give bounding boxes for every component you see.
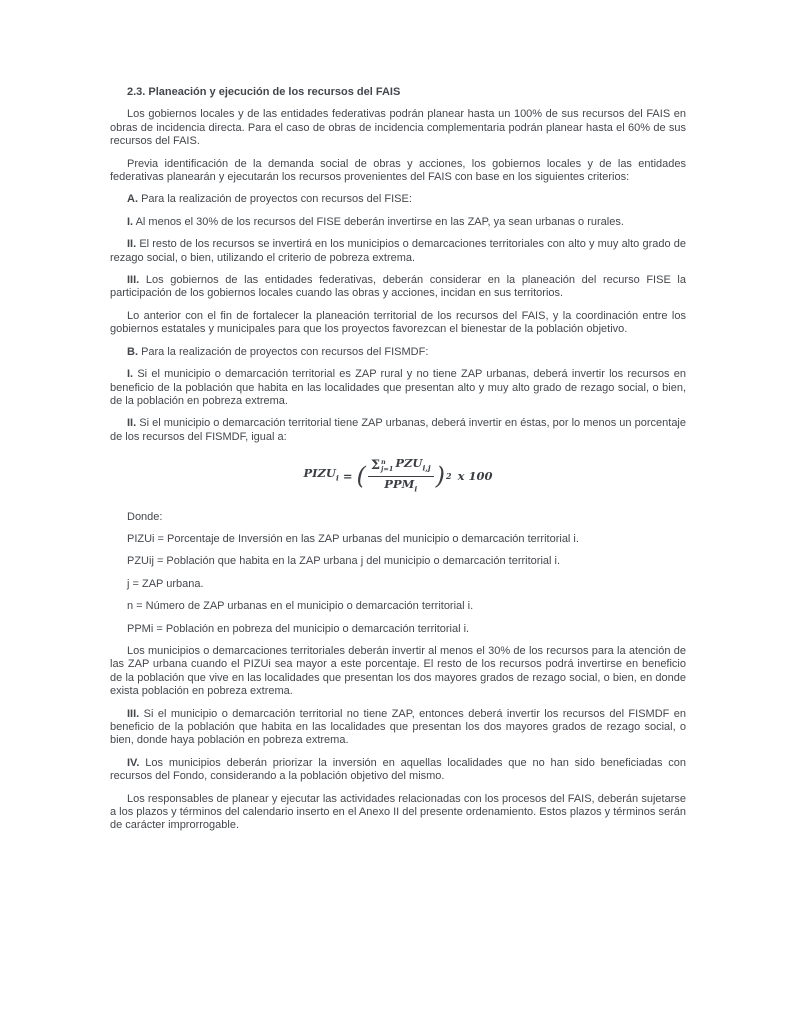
item-text: El resto de los recursos se invertirá en los municipios o demarcaciones territoriales con alto y muy alto grado de rezago social, o bien, utilizando el criterio de pobreza extrema. [110, 238, 686, 264]
numerator-var [395, 457, 430, 475]
paragraph-closing [110, 793, 686, 833]
formula-lhs-sub: i [335, 473, 339, 483]
numerator-term: PZU [395, 456, 423, 471]
item-text: Para la realización de proyectos con recursos del FISE: [141, 193, 412, 206]
paragraph-text: Lo anterior con el fin de fortalecer la planeación territorial de los recursos del FAIS, y la coordinación entre los gobiernos estatales y municipales para que los proyectos favorezcan el bienestar de la población objetivo. [110, 309, 686, 336]
paragraph-intro-1 [110, 108, 686, 148]
definition-j [110, 578, 686, 591]
formula-equals: = [342, 468, 353, 483]
item-b-ii [110, 417, 686, 444]
item-label: II. [127, 238, 137, 251]
item-label: III. [127, 274, 140, 287]
definition-text: PIZUi = Porcentaje de Inversión en las ZAP urbanas del municipio o demarcación territorial i. [127, 532, 579, 545]
numerator-sub: i,j [422, 463, 431, 473]
item-label: III. [127, 707, 140, 720]
item-a-ii [110, 238, 686, 265]
formula-lhs-var: PIZU [303, 466, 336, 481]
item-a-iii [110, 274, 686, 301]
item-label: I. [127, 368, 134, 381]
item-text: Para la realización de proyectos con recursos del FISMDF: [141, 345, 429, 358]
item-b-i [110, 368, 686, 408]
item-b-iv [110, 757, 686, 784]
paragraph-text: Los municipios o demarcaciones territoriales deberán invertir al menos el 30% de los recursos para la atención de las ZAP urbana cuando el PIZUi sea mayor a este porcentaje. El resto de los recursos podrá invertirse en beneficio de la población que vive en las localidades que presentan los dos mayores grados de rezago social, o bien, en donde exista población en pobreza extrema. [110, 644, 686, 698]
item-a [110, 193, 686, 206]
formula [110, 457, 686, 495]
definition-n [110, 600, 686, 613]
item-b-iii [110, 708, 686, 748]
definition-text: j = ZAP urbana. [127, 577, 204, 590]
definition-ppmi [110, 623, 686, 636]
item-text: Los municipios deberán priorizar la inversión en aquellas localidades que no han sido beneficiadas con recursos del Fondo, considerando a la población objetivo del mismo. [110, 756, 686, 783]
formula-exponent: 2 [446, 470, 452, 481]
definition-text: PZUij = Población que habita en la ZAP urbana j del municipio o demarcación territorial i. [127, 555, 561, 568]
formula-paren-open: ( [356, 462, 366, 491]
sigma-limits [381, 459, 393, 472]
item-text: Si el municipio o demarcación territorial no tiene ZAP, entonces deberá invertir los recursos del FISMDF en beneficio de la población que habita en las localidades que presentan los dos mayores grados de rezago social, o bien, donde haya población en pobreza extrema. [110, 707, 687, 747]
paragraph-text: Los responsables de planear y ejecutar las actividades relacionadas con los procesos del FAIS, deberán sujetarse a los plazos y términos del calendario inserto en el Anexo II del presente ordenamiento. Estos plazos y términos serán de carácter improrrogable. [110, 792, 686, 832]
section-heading: 2.3. Planeación y ejecución de los recursos del FAIS [127, 86, 401, 98]
item-text: Los gobiernos de las entidades federativas, deberán considerar en la planeación del recurso FISE la participación de los gobiernos locales cuando las obras y acciones, incidan en sus territorios. [110, 274, 686, 300]
denominator-term: PPM [384, 476, 415, 491]
denominator-sub: i [414, 484, 418, 494]
summation [371, 459, 394, 472]
item-label: B. [127, 345, 138, 358]
formula-lhs [304, 467, 339, 485]
paragraph-text: Previa identificación de la demanda social de obras y acciones, los gobiernos locales y de las entidades federativas planearán y ejecutarán los recursos provenientes del FAIS con base en los siguientes criterios: [110, 157, 686, 184]
sigma-symbol: Σ [370, 458, 381, 474]
paragraph-text: Los gobiernos locales y de las entidades federativas podrán planear hasta un 100% de sus recursos del FAIS en obras de incidencia directa. Para el caso de obras de incidencia complementaria podrán planear hasta el 60% de sus recursos del FAIS. [110, 108, 686, 148]
item-label: IV. [127, 756, 140, 769]
item-label: A. [127, 193, 138, 206]
donde-label [110, 511, 686, 524]
item-a-i [110, 216, 686, 229]
item-text: Si el municipio o demarcación territorial tiene ZAP urbanas, deberá invertir en éstas, por lo menos un porcentaje de los recursos del FISMDF, igual a: [110, 417, 686, 443]
item-label: I. [127, 215, 134, 228]
item-b [110, 346, 686, 359]
paragraph-intro-2 [110, 158, 686, 185]
definition-text: n = Número de ZAP urbanas en el municipio o demarcación territorial i. [127, 600, 474, 613]
formula-numerator [368, 457, 434, 477]
formula-fraction [368, 457, 434, 495]
donde-text: Donde: [127, 510, 163, 523]
formula-denominator [384, 477, 417, 496]
definition-pzuij [110, 555, 686, 568]
formula-multiplier: x 100 [457, 468, 493, 483]
definition-pizui [110, 533, 686, 546]
paragraph-a-close [110, 310, 686, 337]
paragraph-b-ii-after [110, 645, 686, 699]
item-text: Al menos el 30% de los recursos del FISE deberán invertirse en las ZAP, ya sean urbanas o rurales. [135, 215, 624, 228]
document-page [110, 86, 686, 842]
sigma-lower: j=1 [381, 464, 394, 473]
item-text: Si el municipio o demarcación territorial es ZAP rural y no tiene ZAP urbanas, deberá invertir los recursos en beneficio de la población que habita en las localidades que presentan alto y muy alto grado de rezago social, o bien, de la población en pobreza extrema. [110, 368, 686, 407]
definition-text: PPMi = Población en pobreza del municipio o demarcación territorial i. [127, 622, 470, 635]
formula-paren-close: ) [435, 462, 446, 491]
sigma-upper: n [381, 458, 386, 467]
item-label: II. [127, 417, 137, 430]
